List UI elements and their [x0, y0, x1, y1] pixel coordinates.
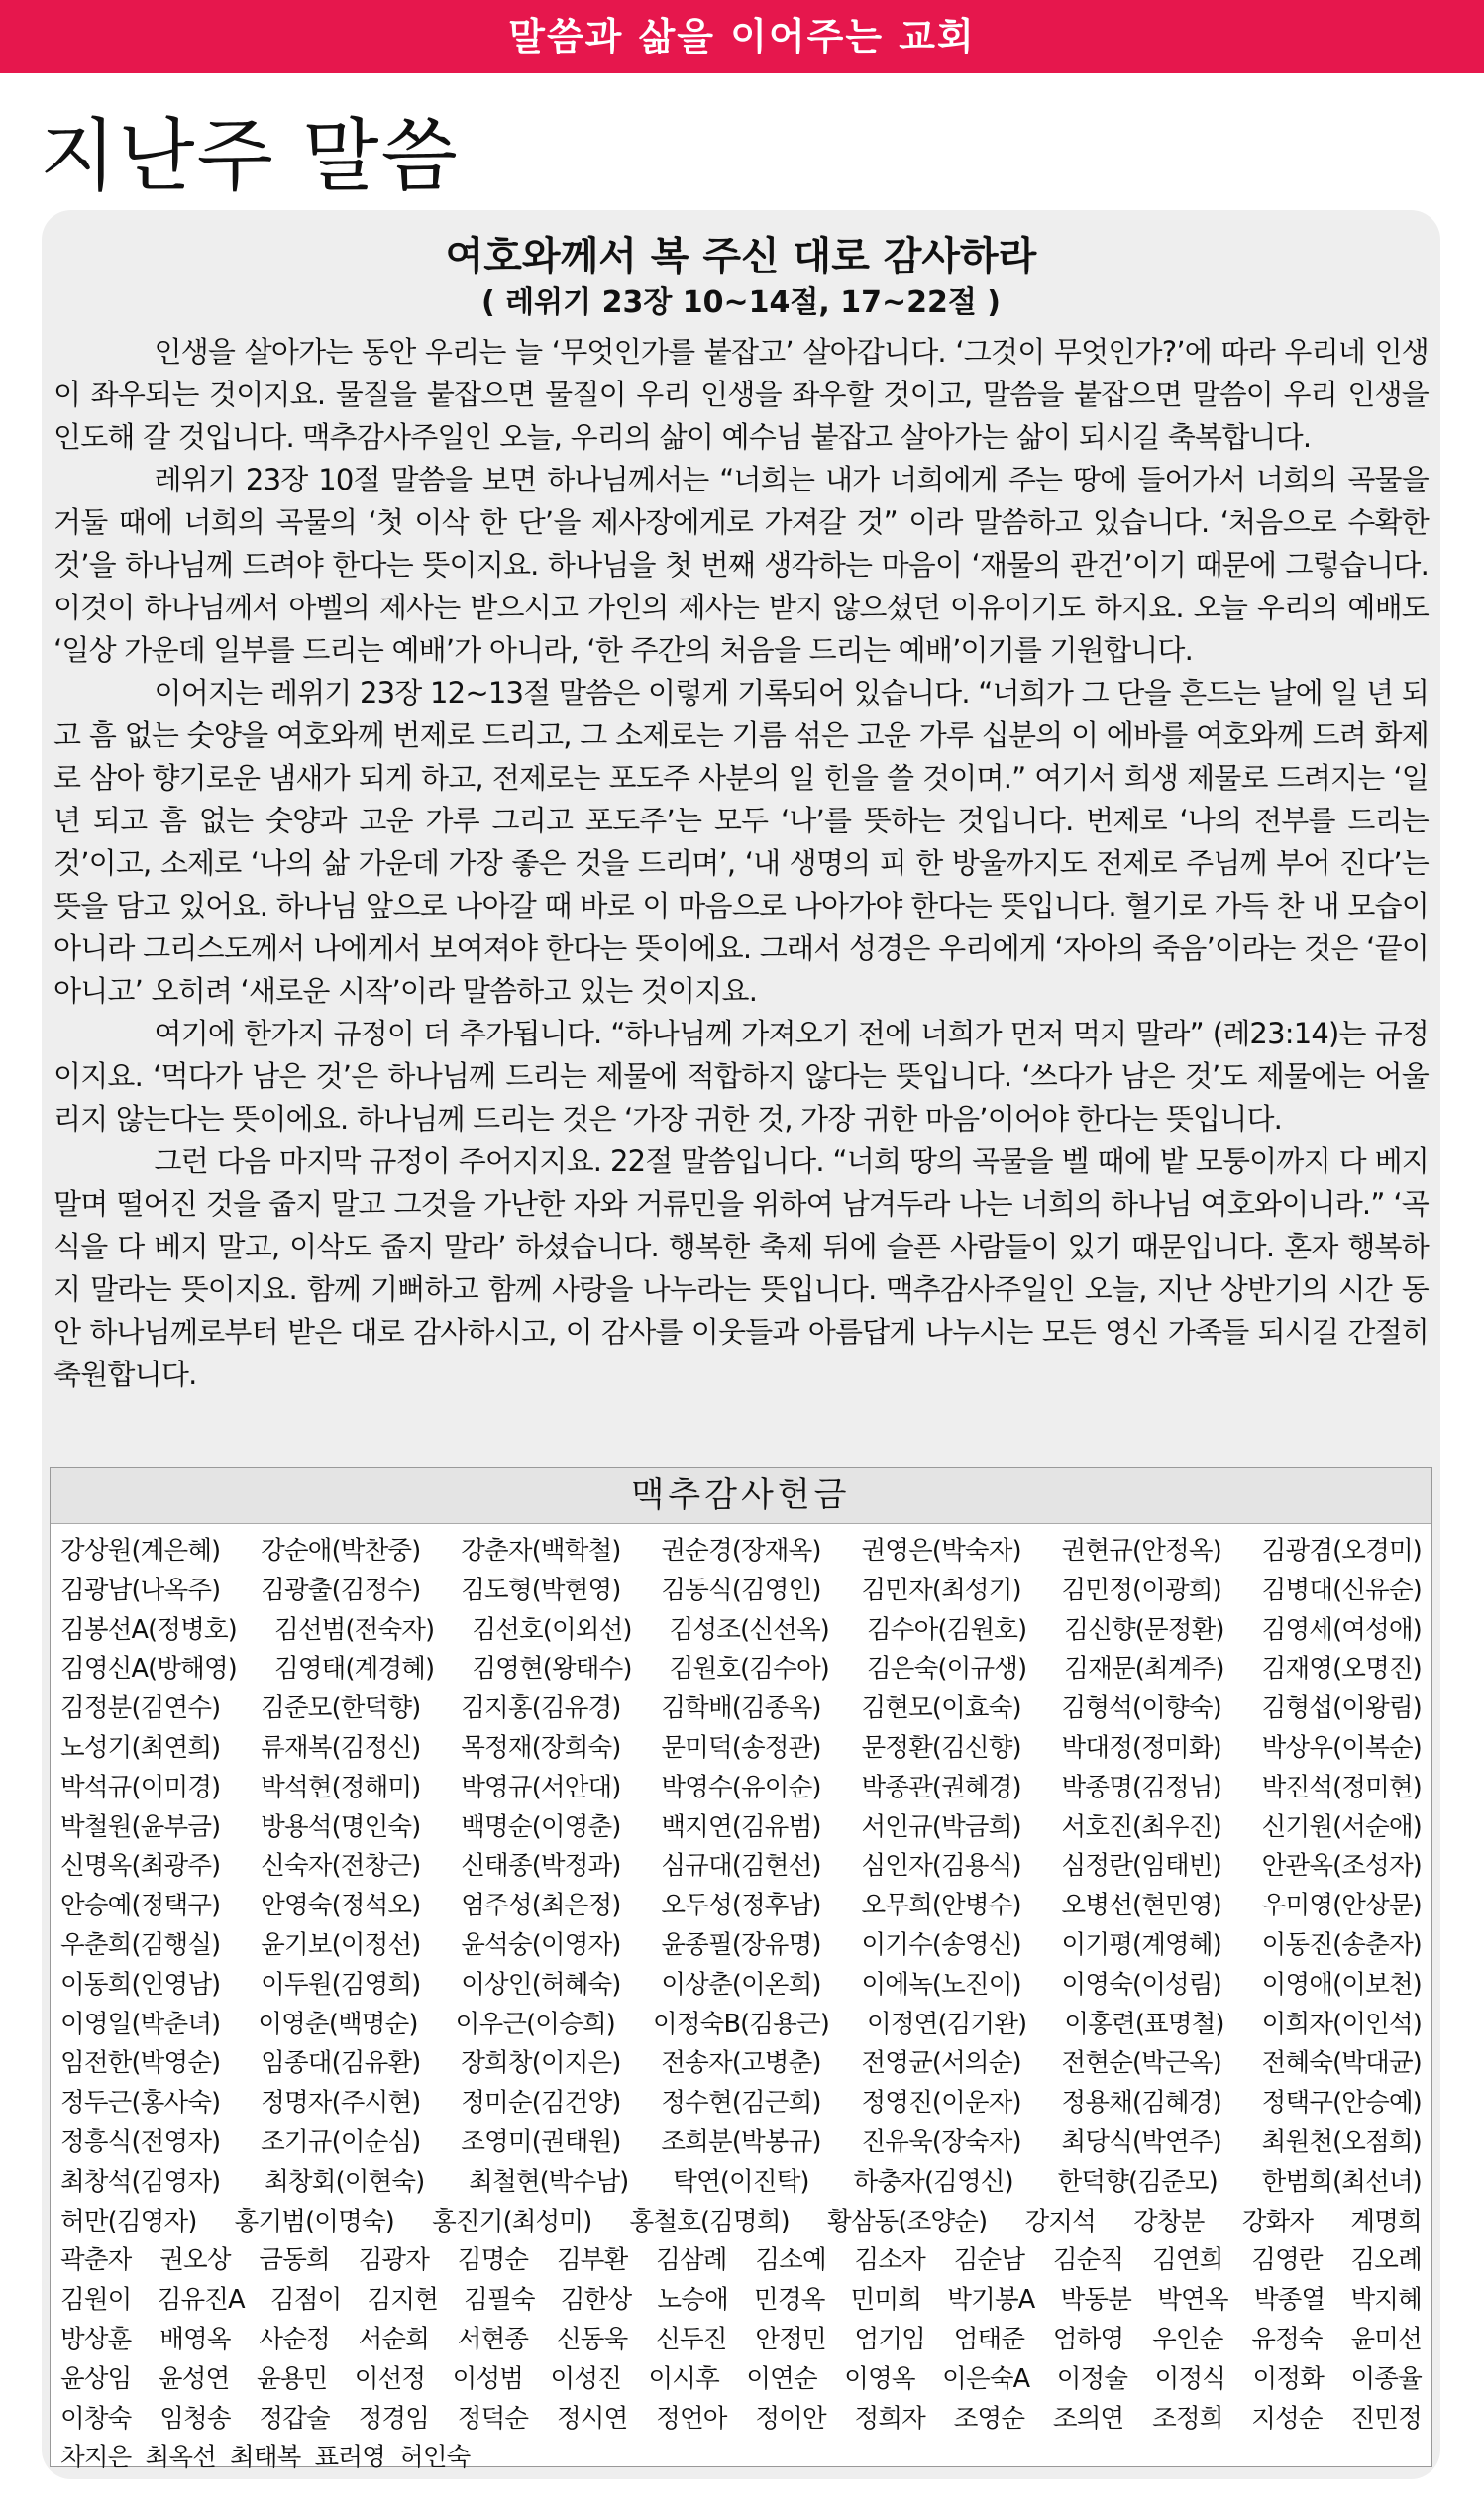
offering-donor-name: 전혜숙(박대균)	[1261, 2048, 1422, 2079]
offering-donor-name: 허인숙	[399, 2443, 471, 2473]
offering-donor-name: 정희자	[854, 2403, 925, 2434]
offering-donor-name: 이홍련(표명철)	[1064, 2009, 1224, 2039]
offering-donor-name: 김병대(신유순)	[1261, 1575, 1422, 1605]
offering-donor-name: 문미덕(송정관)	[661, 1732, 821, 1763]
offering-donor-name: 김은숙(이규생)	[866, 1654, 1027, 1685]
offering-donor-name: 이영애(이보천)	[1261, 1969, 1422, 2000]
offering-donor-name: 이기평(계영혜)	[1061, 1929, 1221, 1960]
offering-donor-name: 엄기임	[854, 2324, 925, 2354]
offering-donor-name: 전송자(고병춘)	[661, 2048, 821, 2079]
offering-donor-name: 박기봉A	[947, 2285, 1035, 2316]
offering-donor-name: 김소예	[755, 2245, 826, 2276]
offering-donor-name: 김순남	[953, 2245, 1025, 2276]
offering-donor-name: 김정분(김연수)	[60, 1693, 221, 1724]
offering-donor-name: 윤종필(장유명)	[661, 1929, 821, 1960]
offering-donor-name: 박종열	[1253, 2285, 1325, 2316]
offering-donor-name: 이상춘(이온희)	[661, 1969, 821, 2000]
offering-donor-name: 이정화	[1252, 2363, 1325, 2394]
offering-donor-name: 박동분	[1060, 2285, 1132, 2316]
offering-row	[60, 2400, 1422, 2440]
offering-donor-name: 임청송	[159, 2403, 231, 2434]
offering-row	[60, 1769, 1422, 1808]
sermon-paragraph: 인생을 살아가는 동안 우리는 늘 ‘무엇인가를 붙잡고’ 살아갑니다. ‘그것이 무엇인가?’에 따라 우리네 인생이 좌우되는 것이지요. 물질을 붙잡으면 물질이 우리 인생을 좌우할 것이고, 말씀을 붙잡으면 말씀이 우리 인생을 인도해 갈 것입니다. 맥추감사주일인 오늘, 우리의 삶이 예수님 붙잡고 살아가는 삶이 되시길 축복합니다.	[53, 335, 1429, 454]
offering-donor-name: 서호진(최우진)	[1061, 1811, 1221, 1842]
offering-donor-name: 이정연(김기완)	[867, 2009, 1027, 2039]
offering-donor-name: 이영옥	[844, 2363, 915, 2394]
offering-donor-name: 신동욱	[556, 2324, 628, 2354]
offering-donor-name: 김영현(왕태수)	[472, 1654, 632, 1685]
offering-donor-name: 곽춘자	[60, 2245, 132, 2276]
offering-donor-name: 우미영(안상문)	[1261, 1891, 1422, 1921]
offering-donor-name: 한범희(최선녀)	[1261, 2166, 1422, 2197]
offering-donor-name: 이영숙(이성림)	[1061, 1969, 1221, 2000]
offering-donor-name: 배영옥	[159, 2324, 231, 2354]
offering-row	[60, 1572, 1422, 1611]
offering-donor-name: 강순애(박찬중)	[261, 1536, 421, 1566]
offering-donor-name: 하충자(김영신)	[853, 2166, 1013, 2197]
offering-row	[60, 2241, 1422, 2281]
offering-donor-name: 이에녹(노진이)	[861, 1969, 1021, 2000]
offering-donor-name: 엄주성(최은정)	[461, 1891, 621, 1921]
offering-donor-name: 박연옥	[1157, 2285, 1228, 2316]
offering-donor-name: 박영규(서안대)	[461, 1772, 621, 1802]
offering-row	[60, 2203, 1422, 2242]
offering-donor-name: 오두성(정후남)	[661, 1891, 821, 1921]
offering-donor-name: 오병선(현민영)	[1061, 1891, 1221, 1921]
offering-donor-name: 강춘자(백학철)	[461, 1536, 621, 1566]
offering-donor-name: 김선호(이외선)	[472, 1614, 632, 1645]
offering-donor-name: 류재복(김정신)	[261, 1732, 421, 1763]
offering-donor-name: 강화자	[1241, 2206, 1314, 2236]
offering-row	[60, 2360, 1422, 2400]
offering-donor-name: 김영란	[1251, 2245, 1323, 2276]
offering-donor-name: 김광겸(오경미)	[1261, 1536, 1422, 1566]
offering-donor-name: 권영은(박숙자)	[861, 1536, 1021, 1566]
offering-donor-name: 최옥선	[145, 2443, 216, 2473]
offering-donor-name: 정경임	[358, 2403, 430, 2434]
offering-donor-name: 이우근(이승희)	[455, 2009, 615, 2039]
offering-donor-name: 노승애	[657, 2285, 728, 2316]
offering-donor-name: 조의연	[1052, 2403, 1124, 2434]
offering-donor-name: 최태복	[230, 2443, 301, 2473]
offering-donor-name: 정수현(김근희)	[661, 2088, 821, 2119]
offering-donor-name: 문정환(김신향)	[861, 1732, 1021, 1763]
offering-donor-name: 홍진기(최성미)	[432, 2206, 592, 2236]
offering-donor-name: 안영숙(정석오)	[261, 1891, 421, 1921]
sermon-paragraph: 그런 다음 마지막 규정이 주어지지요. 22절 말씀입니다. “너희 땅의 곡물을 벨 때에 밭 모퉁이까지 다 베지 말며 떨어진 것을 줍지 말고 그것을 가난한 자와 거류민을 위하여 남겨두라 나는 너희의 하나님 여호와이니라.” ‘곡식을 다 베지 말고, 이삭도 줍지 말라’ 하셨습니다. 행복한 축제 뒤에 슬픈 사람들이 있기 때문입니다. 혼자 행복하지 말라는 뜻이지요. 함께 기뻐하고 함께 사랑을 나누라는 뜻입니다. 맥추감사주일인 오늘, 지난 상반기의 시간 동안 하나님께로부터 받은 대로 감사하시고, 이 감사를 이웃들과 아름답게 나누시는 모든 영신 가족들 되시길 간절히 축원합니다.	[53, 1144, 1429, 1391]
offering-donor-name: 정용채(김혜경)	[1061, 2088, 1221, 2119]
offering-donor-name: 김민자(최성기)	[861, 1575, 1021, 1605]
offering-donor-name: 심정란(임태빈)	[1061, 1851, 1221, 1882]
offering-donor-name: 장희창(이지은)	[461, 2048, 621, 2079]
offering-row	[60, 1887, 1422, 1926]
sermon-paragraph: 이어지는 레위기 23장 12~13절 말씀은 이렇게 기록되어 있습니다. “너희가 그 단을 흔드는 날에 일 년 되고 흠 없는 숫양을 여호와께 번제로 드리고, 그 소제로는 기름 섞은 고운 가루 십분의 이 에바를 여호와께 드려 화제로 삼아 향기로운 냄새가 되게 하고, 전제로는 포도주 사분의 일 힌을 쓸 것이며.” 여기서 희생 제물로 드려지는 ‘일 년 되고 흠 없는 숫양과 고운 가루 그리고 포도주’는 모두 ‘나’를 뜻하는 것입니다. 번제로 ‘나의 전부를 드리는 것’이고, 소제로 ‘나의 삶 가운데 가장 좋은 것을 드리며’, ‘내 생명의 피 한 방울까지도 전제로 주님께 부어 진다’는 뜻을 담고 있어요. 하나님 앞으로 나아갈 때 바로 이 마음으로 나아가야 한다는 뜻입니다. 혈기로 가득 찬 내 모습이 아니라 그리스도께서 나에게서 보여져야 한다는 뜻이에요. 그래서 성경은 우리에게 ‘자아의 죽음’이라는 것은 ‘끝이 아니고’ 오히려 ‘새로운 시작’이라 말씀하고 있는 것이지요.	[53, 676, 1429, 1008]
offering-donor-name: 김순직	[1052, 2245, 1124, 2276]
offering-donor-name: 김형섭(이왕림)	[1261, 1693, 1422, 1724]
offering-donor-name: 박지혜	[1350, 2285, 1422, 2316]
sermon-box	[42, 210, 1440, 2479]
offering-row	[60, 1966, 1422, 2006]
offering-row	[60, 2321, 1422, 2360]
offering-donor-name: 박진석(정미현)	[1261, 1772, 1422, 1802]
offering-donor-name: 이영춘(백명순)	[258, 2009, 418, 2039]
offering-donor-name: 정갑술	[259, 2403, 330, 2434]
offering-donor-name: 신명옥(최광주)	[60, 1851, 221, 1882]
offering-donor-name: 박석규(이미경)	[60, 1772, 221, 1802]
offering-donor-name: 박석현(정해미)	[261, 1772, 421, 1802]
offering-donor-name: 우인순	[1152, 2324, 1223, 2354]
offering-donor-name: 유정숙	[1251, 2324, 1323, 2354]
offering-row	[60, 2084, 1422, 2124]
offering-row	[60, 1808, 1422, 1848]
offering-donor-name: 김수아(김원호)	[866, 1614, 1027, 1645]
offering-donor-name: 박영수(유이순)	[661, 1772, 821, 1802]
offering-donor-name: 김점이	[269, 2285, 342, 2316]
offering-donor-name: 김오례	[1350, 2245, 1422, 2276]
offering-donor-name: 이성범	[452, 2363, 524, 2394]
offering-donor-name: 표려영	[314, 2443, 385, 2473]
offering-donor-name: 이정숙B(김용근)	[652, 2009, 829, 2039]
offering-donor-name: 안승예(정택구)	[60, 1891, 221, 1921]
offering-donor-name: 정택구(안승예)	[1261, 2088, 1422, 2119]
offering-row	[60, 1650, 1422, 1689]
offering-donor-name: 박종명(김정님)	[1061, 1772, 1221, 1802]
offering-donor-name: 서인규(박금희)	[861, 1811, 1021, 1842]
offering-donor-name: 정이안	[755, 2403, 826, 2434]
offering-donor-name: 김지홍(김유경)	[461, 1693, 621, 1724]
offering-donor-name: 엄태준	[953, 2324, 1025, 2354]
offering-donor-name: 홍철호(김명희)	[629, 2206, 790, 2236]
offering-donor-name: 김민정(이광희)	[1061, 1575, 1221, 1605]
offering-donor-name: 사순정	[259, 2324, 330, 2354]
offering-donor-name: 이두원(김영희)	[261, 1969, 421, 2000]
offering-donor-name: 지성순	[1251, 2403, 1323, 2434]
offering-donor-name: 정명자(주시현)	[261, 2088, 421, 2119]
offering-row	[60, 1847, 1422, 1887]
offering-row	[60, 2281, 1422, 2321]
offering-donor-name: 민경옥	[754, 2285, 825, 2316]
offering-donor-name: 민미희	[850, 2285, 922, 2316]
offering-donor-name: 김삼례	[656, 2245, 727, 2276]
offering-donor-name: 신기원(서순애)	[1261, 1811, 1422, 1842]
offering-donor-name: 김광자	[358, 2245, 430, 2276]
offering-row	[60, 1926, 1422, 1966]
offering-donor-name: 최창회(이현숙)	[265, 2166, 425, 2197]
offering-row	[60, 2124, 1422, 2163]
offering-donor-name: 이은숙A	[942, 2363, 1030, 2394]
offering-row	[60, 2439, 1422, 2478]
offering-row	[60, 2163, 1422, 2203]
offering-donor-name: 심인자(김용식)	[861, 1851, 1021, 1882]
offering-donor-name: 이기수(송영신)	[861, 1929, 1021, 1960]
offering-donor-name: 엄하영	[1052, 2324, 1124, 2354]
offering-donor-name: 김선범(전숙자)	[273, 1614, 435, 1645]
offering-donor-name: 윤상임	[60, 2363, 132, 2394]
offering-donor-name: 김광남(나옥주)	[60, 1575, 221, 1605]
offering-donor-name: 김현모(이효숙)	[861, 1693, 1021, 1724]
sermon-paragraph: 여기에 한가지 규정이 더 추가됩니다. “하나님께 가져오기 전에 너희가 먼저 먹지 말라” (레23:14)는 규정이지요. ‘먹다가 남은 것’은 하나님께 드리는 제물에 적합하지 않다는 뜻입니다. ‘쓰다가 남은 것’도 제물에는 어울리지 않는다는 뜻이에요. 하나님께 드리는 것은 ‘가장 귀한 것, 가장 귀한 마음’이어야 한다는 뜻입니다.	[53, 1017, 1429, 1136]
offering-donor-name: 한덕향(김준모)	[1057, 2166, 1218, 2197]
offering-donor-name: 백지연(김유범)	[661, 1811, 821, 1842]
offering-donor-name: 김봉선A(정병호)	[60, 1614, 237, 1645]
offering-donor-name: 정시연	[556, 2403, 628, 2434]
offering-donor-name: 김도형(박현영)	[461, 1575, 621, 1605]
offering-donor-name: 신숙자(전창근)	[261, 1851, 421, 1882]
sermon-reference: ( 레위기 23장 10~14절, 17~22절 )	[481, 285, 1001, 320]
offering-row	[60, 2044, 1422, 2084]
offering-donor-name: 이시후	[648, 2363, 719, 2394]
offering-donor-name: 윤용민	[256, 2363, 328, 2394]
offering-donor-name: 최철현(박수남)	[469, 2166, 629, 2197]
offering-donor-name: 정흥식(전영자)	[60, 2126, 221, 2157]
offering-donor-name: 정언아	[656, 2403, 727, 2434]
offering-row	[60, 1611, 1422, 1651]
offering-header: 맥추감사헌금	[51, 1468, 1431, 1524]
offering-donor-name: 김신향(문정환)	[1064, 1614, 1224, 1645]
offering-donor-name: 최창석(김영자)	[60, 2166, 221, 2197]
offering-donor-name: 조영미(권태원)	[461, 2126, 621, 2157]
offering-donor-name: 백명순(이영춘)	[461, 1811, 621, 1842]
church-banner: 말씀과 삶을 이어주는 교회	[0, 0, 1484, 73]
offering-row	[60, 2006, 1422, 2045]
offering-donor-name: 전영균(서의순)	[861, 2048, 1021, 2079]
offering-donor-name: 김형석(이향숙)	[1061, 1693, 1221, 1724]
offering-donor-name: 윤석숭(이영자)	[461, 1929, 621, 1960]
offering-row	[60, 1729, 1422, 1769]
offering-donor-name: 김영태(계경혜)	[273, 1654, 435, 1685]
offering-donor-name: 김원이	[60, 2285, 132, 2316]
offering-donor-name: 조희분(박봉규)	[661, 2126, 821, 2157]
offering-row	[60, 1532, 1422, 1572]
offering-donor-name: 김지현	[367, 2285, 439, 2316]
offering-donor-name: 이희자(이인석)	[1261, 2009, 1422, 2039]
offering-donor-name: 임전한(박영순)	[60, 2048, 221, 2079]
offering-donor-name: 금동희	[259, 2245, 330, 2276]
offering-donor-name: 권현규(안정옥)	[1061, 1536, 1221, 1566]
offering-donor-name: 정미순(김건양)	[461, 2088, 621, 2119]
offering-donor-name: 허만(김영자)	[60, 2206, 197, 2236]
offering-donor-name: 안정민	[755, 2324, 826, 2354]
offering-donor-name: 목정재(장희숙)	[461, 1732, 621, 1763]
offering-donor-name: 김성조(신선옥)	[669, 1614, 829, 1645]
offering-donor-name: 김연희	[1152, 2245, 1223, 2276]
offering-donor-name: 김영세(여성애)	[1261, 1614, 1422, 1645]
offering-donor-name: 서현종	[457, 2324, 529, 2354]
offering-donor-name: 조기규(이순심)	[261, 2126, 421, 2157]
offering-donor-name: 이성진	[550, 2363, 622, 2394]
offering-donor-name: 김부환	[556, 2245, 628, 2276]
offering-donor-name: 노성기(최연희)	[60, 1732, 221, 1763]
page-title: 지난주 말씀	[40, 110, 460, 202]
offering-donor-name: 윤미선	[1350, 2324, 1422, 2354]
offering-donor-name: 이연순	[746, 2363, 817, 2394]
offering-donor-name: 김필숙	[464, 2285, 535, 2316]
offering-donor-name: 이영일(박춘녀)	[60, 2009, 221, 2039]
offering-donor-name: 방상훈	[60, 2324, 132, 2354]
offering-donor-name: 김소자	[854, 2245, 925, 2276]
offering-donor-name: 이종율	[1350, 2363, 1422, 2394]
offering-donor-name: 탁연(이진탁)	[673, 2166, 809, 2197]
offering-donor-name: 권순경(장재옥)	[661, 1536, 821, 1566]
offering-donor-name: 박철원(윤부금)	[60, 1811, 221, 1842]
offering-donor-name: 신두진	[656, 2324, 727, 2354]
offering-donor-name: 정두근(홍사숙)	[60, 2088, 221, 2119]
offering-donor-name: 김학배(김종옥)	[661, 1693, 821, 1724]
offering-donor-name: 이상인(허혜숙)	[461, 1969, 621, 2000]
offering-donor-name: 최당식(박연주)	[1061, 2126, 1221, 2157]
offering-donor-name: 전현순(박근옥)	[1061, 2048, 1221, 2079]
offering-donor-name: 김유진A	[157, 2285, 245, 2316]
offering-donor-name: 정덕순	[457, 2403, 529, 2434]
offering-donor-name: 조정희	[1152, 2403, 1223, 2434]
offering-donor-name: 오무희(안병수)	[861, 1891, 1021, 1921]
offering-donor-name: 김광출(김정수)	[261, 1575, 421, 1605]
offering-donor-name: 계명희	[1350, 2206, 1422, 2236]
offering-donor-name: 안관옥(조성자)	[1261, 1851, 1422, 1882]
offering-donor-name: 심규대(김현선)	[661, 1851, 821, 1882]
offering-donor-name: 우춘희(김행실)	[60, 1929, 221, 1960]
offering-donor-name: 황삼동(조양순)	[826, 2206, 988, 2236]
offering-donor-name: 김한상	[560, 2285, 632, 2316]
offering-name-list	[51, 1524, 1431, 2478]
offering-donor-name: 서순희	[358, 2324, 430, 2354]
offering-donor-name: 임종대(김유환)	[261, 2048, 421, 2079]
offering-donor-name: 김동식(김영인)	[661, 1575, 821, 1605]
offering-donor-name: 김영신A(방해영)	[60, 1654, 237, 1685]
offering-section	[50, 1467, 1432, 2473]
offering-donor-name: 이동진(송춘자)	[1261, 1929, 1422, 1960]
offering-donor-name: 이창숙	[60, 2403, 132, 2434]
offering-donor-name: 정영진(이운자)	[861, 2088, 1021, 2119]
offering-donor-name: 박대정(정미화)	[1061, 1732, 1221, 1763]
offering-donor-name: 이정식	[1154, 2363, 1226, 2394]
offering-donor-name: 방용석(명인숙)	[261, 1811, 421, 1842]
offering-donor-name: 김재영(오명진)	[1261, 1654, 1422, 1685]
offering-donor-name: 김명순	[457, 2245, 529, 2276]
sermon-paragraph: 레위기 23장 10절 말씀을 보면 하나님께서는 “너희는 내가 너희에게 주는 땅에 들어가서 너희의 곡물을 거둘 때에 너희의 곡물의 ‘첫 이삭 한 단’을 제사장에게로 가져갈 것” 이라 말씀하고 있습니다. ‘처음으로 수확한 것’을 하나님께 드려야 한다는 뜻이지요. 하나님을 첫 번째 생각하는 마음이 ‘재물의 관건’이기 때문에 그렇습니다. 이것이 하나님께서 아벨의 제사는 받으시고 가인의 제사는 받지 않으셨던 이유이기도 하지요. 오늘 우리의 예배도 ‘일상 가운데 일부를 드리는 예배’가 아니라, ‘한 주간의 처음을 드리는 예배’이기를 기원합니다.	[53, 463, 1429, 667]
offering-donor-name: 이정술	[1056, 2363, 1128, 2394]
sermon-title: 여호와께서 복 주신 대로 감사하라	[445, 234, 1037, 279]
offering-donor-name: 김재문(최계주)	[1064, 1654, 1224, 1685]
offering-donor-name: 진민정	[1350, 2403, 1422, 2434]
offering-donor-name: 권오상	[159, 2245, 231, 2276]
offering-donor-name: 차지은	[60, 2443, 132, 2473]
offering-donor-name: 윤성연	[158, 2363, 230, 2394]
offering-donor-name: 박상우(이복순)	[1261, 1732, 1422, 1763]
offering-donor-name: 홍기범(이명숙)	[234, 2206, 394, 2236]
offering-donor-name: 이동희(인영남)	[60, 1969, 221, 2000]
offering-donor-name: 최원천(오점희)	[1261, 2126, 1422, 2157]
offering-row	[60, 1689, 1422, 1729]
offering-donor-name: 조영순	[953, 2403, 1025, 2434]
offering-donor-name: 진유욱(장숙자)	[861, 2126, 1021, 2157]
offering-donor-name: 윤기보(이정선)	[261, 1929, 421, 1960]
offering-donor-name: 박종관(권혜경)	[861, 1772, 1021, 1802]
offering-donor-name: 신태종(박정과)	[461, 1851, 621, 1882]
offering-donor-name: 강지석	[1024, 2206, 1096, 2236]
offering-donor-name: 강창분	[1133, 2206, 1205, 2236]
offering-donor-name: 강상원(계은혜)	[60, 1536, 221, 1566]
offering-donor-name: 이선정	[354, 2363, 426, 2394]
sermon-body	[53, 331, 1429, 1396]
offering-donor-name: 김준모(한덕향)	[261, 1693, 421, 1724]
offering-donor-name: 김원호(김수아)	[669, 1654, 829, 1685]
